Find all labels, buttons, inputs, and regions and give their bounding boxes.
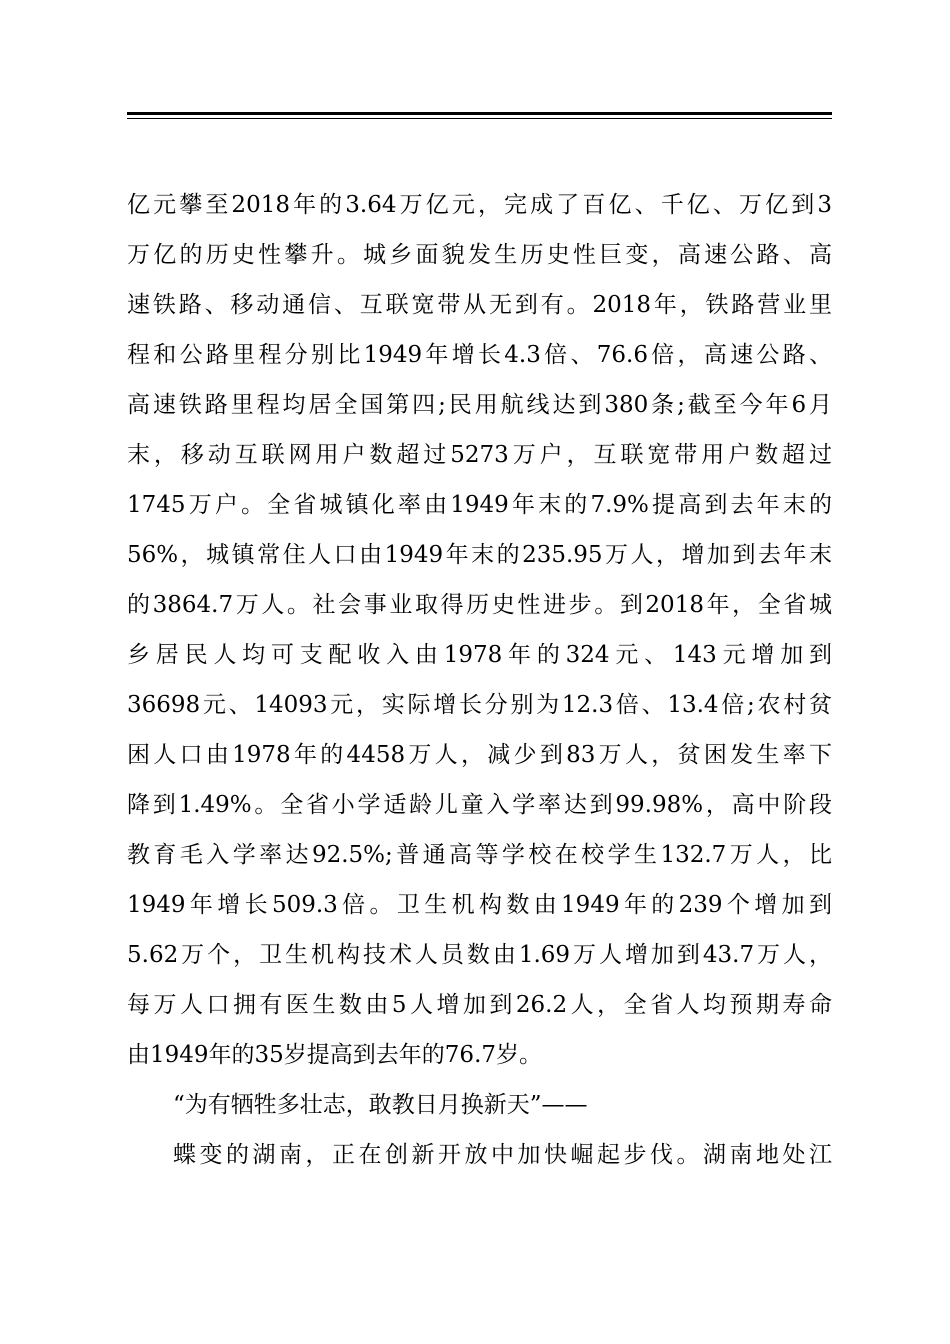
text-line: 万亿的历史性攀升。城乡面貌发生历史性巨变，高速公路、高 — [127, 242, 832, 268]
text-line: 1949年增长509.3倍。卫生机构数由1949年的239个增加到 — [127, 892, 832, 918]
paragraph-start: 蝶变的湖南，正在创新开放中加快崛起步伐。湖南地处江 — [173, 1142, 832, 1168]
header-rule-thick — [127, 112, 832, 115]
text-line: 5.62万个，卫生机构技术人员数由1.69万人增加到43.7万人， — [127, 942, 832, 968]
header-rule-thin — [127, 118, 832, 119]
text-line: 36698元、14093元，实际增长分别为12.3倍、13.4倍;农村贫 — [127, 692, 832, 718]
text-line: 由1949年的35岁提高到去年的76.7岁。 — [127, 1042, 543, 1068]
text-line: 教育毛入学率达92.5%;普通高等学校在校学生132.7万人，比 — [127, 842, 832, 868]
text-line: 困人口由1978年的4458万人，减少到83万人，贫困发生率下 — [127, 742, 832, 768]
text-line: 1745万户。全省城镇化率由1949年末的7.9%提高到去年末的 — [127, 492, 832, 518]
text-line: 的3864.7万人。社会事业取得历史性进步。到2018年，全省城 — [127, 592, 832, 618]
text-line: 降到1.49%。全省小学适龄儿童入学率达到99.98%，高中阶段 — [127, 792, 832, 818]
quote-line: “为有牺牲多壮志，敢教日月换新天”—— — [173, 1092, 588, 1118]
text-line: 程和公路里程分别比1949年增长4.3倍、76.6倍，高速公路、 — [127, 342, 832, 368]
text-line: 亿元攀至2018年的3.64万亿元，完成了百亿、千亿、万亿到3 — [127, 192, 832, 218]
text-line: 56%，城镇常住人口由1949年末的235.95万人，增加到去年末 — [127, 542, 832, 568]
text-line: 乡居民人均可支配收入由1978年的324元、143元增加到 — [127, 642, 832, 668]
text-line: 高速铁路里程均居全国第四;民用航线达到380条;截至今年6月 — [127, 392, 832, 418]
text-line: 每万人口拥有医生数由5人增加到26.2人，全省人均预期寿命 — [127, 992, 832, 1018]
text-line: 速铁路、移动通信、互联宽带从无到有。2018年，铁路营业里 — [127, 292, 832, 318]
body-text — [127, 180, 832, 1180]
text-line: 末，移动互联网用户数超过5273万户，互联宽带用户数超过 — [127, 442, 832, 468]
